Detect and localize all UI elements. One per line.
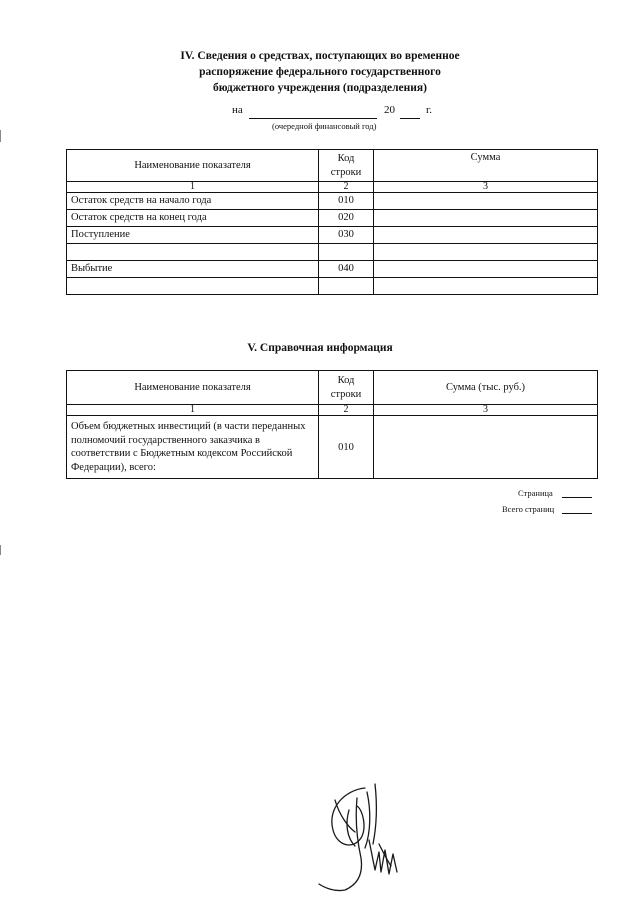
total-pages-label: Всего страниц	[502, 504, 555, 514]
section4-title-line: распоряжение федерального государственного	[199, 66, 441, 78]
row-sum-cell[interactable]	[374, 416, 598, 479]
header-code-cell: Код строки	[319, 371, 374, 405]
handwritten-signature	[305, 780, 415, 895]
total-pages-blank[interactable]	[562, 513, 592, 514]
numbering-row	[67, 182, 598, 193]
row-name-cell	[67, 278, 319, 295]
row-code-cell: 030	[319, 227, 374, 244]
numbering-row	[67, 405, 598, 416]
period-line	[0, 104, 640, 134]
row-sum-cell[interactable]	[374, 244, 598, 261]
section4-title-line: IV. Сведения о средствах, поступающих во временное	[180, 50, 460, 62]
year-label: 20	[384, 104, 395, 116]
date-blank-line[interactable]	[249, 118, 377, 119]
row-sum-cell[interactable]	[374, 193, 598, 210]
table-row	[67, 416, 598, 479]
row-code-cell: 010	[319, 193, 374, 210]
row-sum-cell[interactable]	[374, 278, 598, 295]
table-row	[67, 227, 598, 244]
section5-table	[66, 370, 598, 479]
left-edge-mark	[0, 545, 1, 555]
header-code-cell: Код строки	[319, 150, 374, 182]
header-name-cell: Наименование показателя	[67, 150, 319, 182]
section4-table	[66, 149, 598, 295]
table-row	[67, 210, 598, 227]
row-name-cell: Остаток средств на начало года	[67, 193, 319, 210]
row-code-cell	[319, 244, 374, 261]
numbering-cell: 1	[67, 405, 319, 416]
row-sum-cell[interactable]	[374, 261, 598, 278]
row-name-cell	[67, 244, 319, 261]
row-name-cell: Объем бюджетных инвестиций (в части переданных полномочий государственного заказчика в соответствии с Бюджетным кодексом Российской Федерации), всего:	[67, 416, 319, 479]
row-sum-cell[interactable]	[374, 210, 598, 227]
table-row	[67, 193, 598, 210]
section4-title-line: бюджетного учреждения (подразделения)	[213, 82, 427, 94]
page-number-blank[interactable]	[562, 497, 592, 498]
table-header-row	[67, 150, 598, 182]
table-header-row	[67, 371, 598, 405]
page-number-field	[518, 488, 553, 498]
numbering-cell: 2	[319, 405, 374, 416]
section4-title	[120, 48, 520, 96]
row-code-cell: 010	[319, 416, 374, 479]
row-code-cell	[319, 278, 374, 295]
header-sum-cell: Сумма (тыс. руб.)	[374, 371, 598, 405]
numbering-cell: 2	[319, 182, 374, 193]
year-suffix: г.	[426, 104, 433, 116]
table-row	[67, 261, 598, 278]
table-row	[67, 244, 598, 261]
period-note: (очередной финансовый год)	[272, 121, 377, 131]
row-name-cell: Поступление	[67, 227, 319, 244]
table-row	[67, 278, 598, 295]
row-sum-cell[interactable]	[374, 227, 598, 244]
on-label: на	[232, 104, 243, 116]
numbering-cell: 3	[374, 405, 598, 416]
numbering-cell: 1	[67, 182, 319, 193]
row-name-cell: Остаток средств на конец года	[67, 210, 319, 227]
page-label: Страница	[518, 488, 553, 498]
row-code-cell: 040	[319, 261, 374, 278]
row-code-cell: 020	[319, 210, 374, 227]
row-name-cell: Выбытие	[67, 261, 319, 278]
year-blank-line[interactable]	[400, 118, 420, 119]
total-pages-field	[502, 504, 554, 514]
header-name-cell: Наименование показателя	[67, 371, 319, 405]
section5-title: V. Справочная информация	[247, 342, 393, 354]
numbering-cell: 3	[374, 182, 598, 193]
header-sum-cell: Сумма	[374, 150, 598, 182]
